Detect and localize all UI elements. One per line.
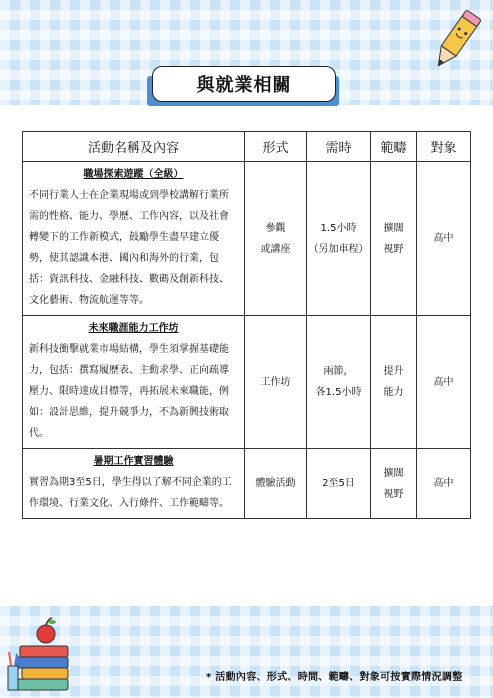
activity-target: 高中 <box>417 316 471 449</box>
duration-line: （另加車程） <box>308 243 369 255</box>
activity-title: 職場探索遊蹤（全級） <box>83 169 184 180</box>
activity-title: 暑期工作實習體驗 <box>93 456 174 467</box>
activity-format <box>245 162 307 316</box>
books-icon <box>6 606 76 692</box>
activity-content <box>23 316 245 449</box>
scope-line: 提升 <box>383 366 404 377</box>
duration-line: 兩節， <box>323 366 354 377</box>
header-target: 對象 <box>417 132 471 162</box>
page-title: 與就業相關 <box>152 66 336 102</box>
header-duration: 需時 <box>307 132 371 162</box>
activity-description: 新科技衝擊就業市場結構，學生須掌握基礎能力，包括：撰寫履歷表、主動求學、正向疏導壓力、限時達成目標等，再拓展未來職能，例如：設計思維，提升競爭力，不為新興技術取代。 <box>29 344 229 439</box>
section-title <box>152 66 334 106</box>
duration-line: 各1.5小時 <box>315 387 362 398</box>
activity-description: 實習為期3至5日，學生得以了解不同企業的工作環境、行業文化、入行條件、工作範疇等。 <box>29 477 232 509</box>
activity-title: 未來職涯能力工作坊 <box>88 323 179 334</box>
pencil-icon <box>418 8 488 78</box>
activity-duration <box>307 316 371 449</box>
format-line: 或講座 <box>260 243 291 255</box>
header-scope: 範疇 <box>371 132 417 162</box>
scope-line: 擴闊 <box>383 222 404 234</box>
table-row <box>23 449 471 519</box>
format-line: 體驗活動 <box>255 478 296 489</box>
footnote: * 活動內容、形式、時間、範疇、對象可按實際情況調整 <box>206 672 463 683</box>
scope-line: 視野 <box>383 488 404 500</box>
table-row <box>23 162 471 316</box>
header-format: 形式 <box>245 132 307 162</box>
duration-line: 2至5日 <box>322 478 355 489</box>
header-name: 活動名稱及內容 <box>23 132 245 162</box>
activity-target: 高中 <box>417 449 471 519</box>
scope-line: 擴闊 <box>383 467 404 479</box>
activity-table <box>22 131 471 519</box>
duration-line: 1.5小時 <box>320 222 357 234</box>
scope-line: 能力 <box>383 387 404 398</box>
activity-format <box>245 449 307 519</box>
activity-scope <box>371 162 417 316</box>
activity-description: 不同行業人士在企業現場或到學校講解行業所需的性格、能力、學歷、工作內容，以及社會轉變下的工作新模式，鼓勵學生盡早建立優勢，使其認識本港、國內和海外的行業，包括：資訊科技、金融科技、數碼及創新科技、文化藝術、物流航運等等。 <box>29 190 229 306</box>
activity-content <box>23 449 245 519</box>
table-header-row <box>23 132 471 162</box>
activity-duration <box>307 449 371 519</box>
table-row <box>23 316 471 449</box>
scope-line: 視野 <box>383 243 404 255</box>
activity-scope <box>371 449 417 519</box>
activity-scope <box>371 316 417 449</box>
activity-format <box>245 316 307 449</box>
activity-content <box>23 162 245 316</box>
format-line: 參觀 <box>265 222 286 234</box>
activity-duration <box>307 162 371 316</box>
activity-target: 高中 <box>417 162 471 316</box>
format-line: 工作坊 <box>260 376 291 388</box>
